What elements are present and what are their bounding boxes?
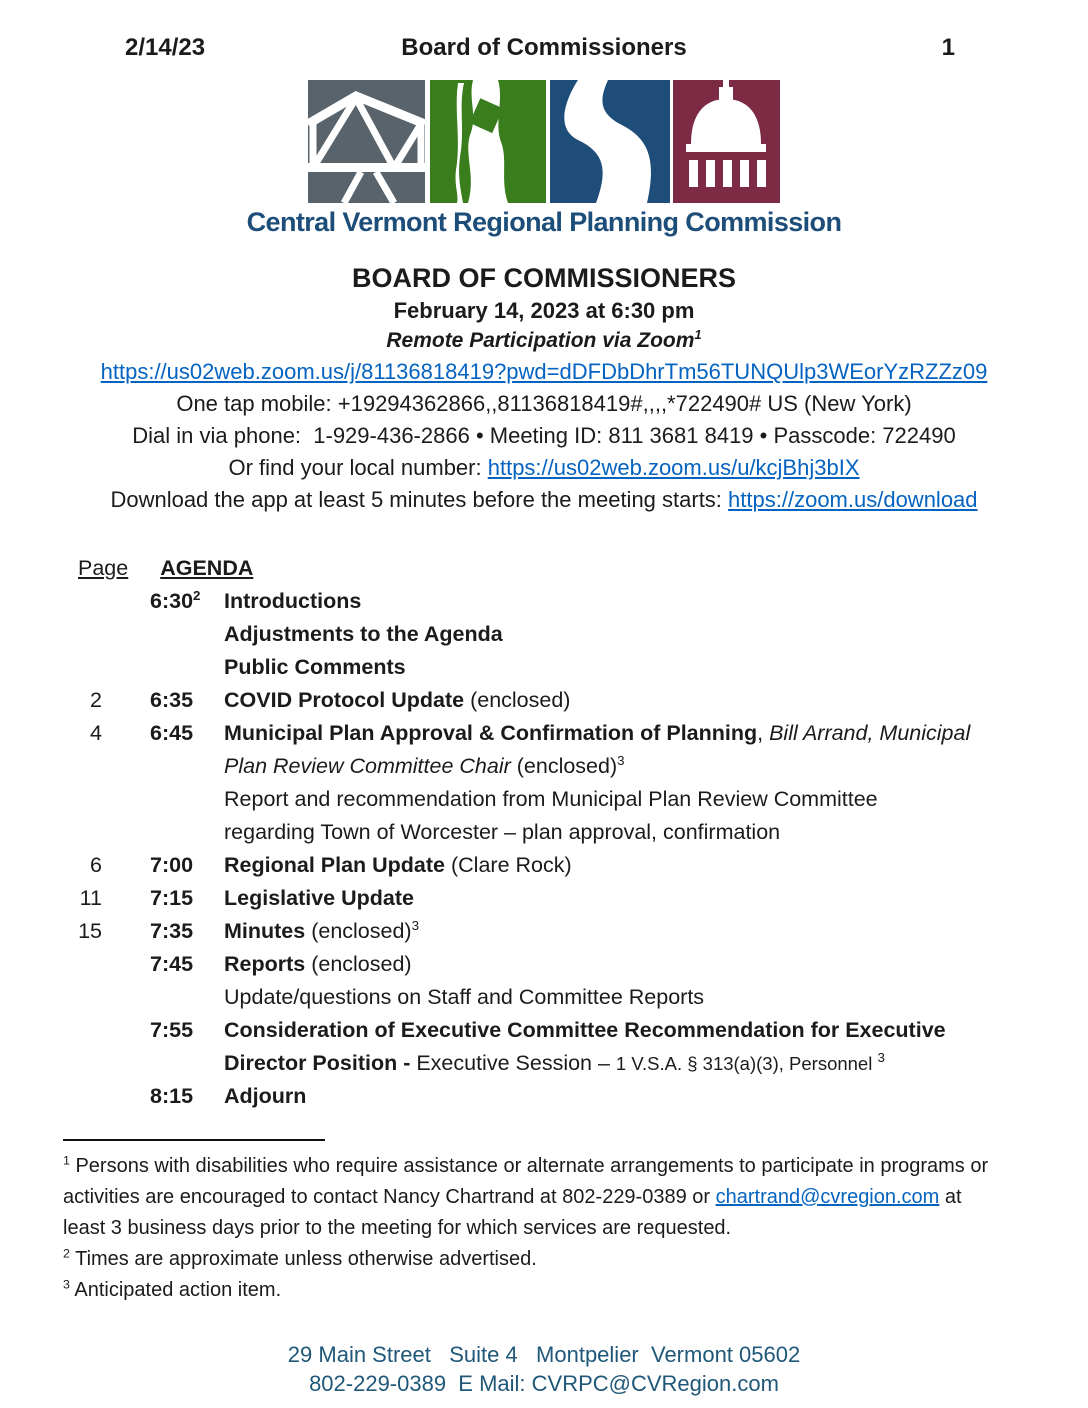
agenda-row <box>63 783 1048 816</box>
footnote-1-text-after: at least 3 business days prior to the meeting for which services are requested. <box>63 1186 962 1239</box>
agenda-item-normal-segment: (enclosed) <box>305 952 412 976</box>
dial-in-line: Dial in via phone: 1-929-436-2866 • Meeting ID: 811 3681 8419 • Passcode: 722490 <box>132 423 956 448</box>
agenda-item-normal-segment: Report and recommendation from Municipal Plan Review Committee <box>224 787 878 811</box>
agenda-item-text <box>224 750 625 783</box>
chartrand-email-link[interactable]: chartrand@cvregion.com <box>715 1186 940 1208</box>
agenda-time-text: 6:35 <box>150 688 194 712</box>
agenda-item-normal-segment-2: (enclosed) <box>510 754 618 778</box>
footnote-separator <box>63 1139 325 1141</box>
agenda-header-row <box>63 552 1048 585</box>
agenda-item-normal-segment: (Clare Rock) <box>445 853 572 877</box>
agenda-row <box>63 882 1048 915</box>
agenda-item-text <box>224 849 572 882</box>
footnote-1-marker: 1 <box>63 1153 70 1168</box>
agenda-item-text <box>224 1014 946 1047</box>
footnote-2-marker: 2 <box>63 1246 70 1261</box>
agenda-item-footnote-ref: 3 <box>411 917 420 933</box>
agenda-item-normal-segment: regarding Town of Worcester – plan approval, confirmation <box>224 820 781 844</box>
agenda-item-bold-segment: Municipal Plan Approval & Confirmation of Planning <box>224 721 758 745</box>
zoom-link-line <box>0 356 1088 388</box>
agenda-item-text <box>224 882 414 915</box>
agenda-row <box>63 717 1048 750</box>
agenda-item-bold-segment: COVID Protocol Update <box>224 688 465 712</box>
agenda-item-text <box>224 1047 885 1080</box>
agenda-item-text <box>224 1080 306 1113</box>
agenda-item-text <box>224 717 970 750</box>
agenda-item-text <box>224 816 780 849</box>
agenda-time-footnote-ref: 2 <box>193 587 201 603</box>
agenda-page-number <box>63 948 102 981</box>
agenda-item-small-segment: 1 V.S.A. § 313(a)(3), Personnel <box>615 1053 878 1074</box>
agenda-page-column-header: Page <box>78 556 129 580</box>
local-number-label: Or find your local number: <box>228 455 488 480</box>
download-label: Download the app at least 5 minutes before the meeting starts: <box>110 487 729 512</box>
agenda-time <box>150 882 214 915</box>
agenda-row <box>63 816 1048 849</box>
agenda-item-normal-segment: Executive Session – <box>410 1051 616 1075</box>
agenda-item-bold-segment: Adjustments to the Agenda <box>224 622 503 646</box>
agenda-page-number <box>63 1080 102 1113</box>
remote-participation-text: Remote Participation via Zoom <box>386 329 695 352</box>
agenda-row <box>63 651 1048 684</box>
footer-contact: 802-229-0389 E Mail: CVRPC@CVRegion.com <box>309 1371 779 1396</box>
agenda-page-number <box>63 750 102 783</box>
agenda-time <box>150 1047 214 1080</box>
agenda-page-number <box>63 1047 102 1080</box>
agenda-time <box>150 717 214 750</box>
agenda-time <box>150 750 214 783</box>
agenda-item-normal-segment: (enclosed) <box>305 919 412 943</box>
bridge-panel-icon <box>308 80 425 203</box>
agenda-item-bold-segment: Reports <box>224 952 306 976</box>
agenda-item-bold-segment: Minutes <box>224 919 306 943</box>
agenda-item-italic-segment: Plan Review Committee Chair <box>224 754 511 778</box>
agenda-item-text <box>224 915 419 948</box>
agenda-page-number <box>63 1014 102 1047</box>
agenda-page-number <box>63 651 102 684</box>
agenda-item-text <box>224 585 361 618</box>
agenda-time <box>150 1014 214 1047</box>
agenda-item-footnote-ref: 3 <box>617 752 625 768</box>
agenda-item-bold-segment: Director Position - <box>224 1051 411 1075</box>
agenda-row <box>63 948 1048 981</box>
download-line <box>0 484 1088 516</box>
agenda-item-text <box>224 783 878 816</box>
agenda-item-bold-segment: Regional Plan Update <box>224 853 446 877</box>
agenda-title: AGENDA <box>160 556 254 580</box>
agenda-row <box>63 915 1048 948</box>
agenda-row <box>63 618 1048 651</box>
agenda-time <box>150 783 214 816</box>
agenda-item-text <box>224 948 412 981</box>
agenda-page-number: 15 <box>78 919 102 943</box>
agenda-item-bold-segment: Introductions <box>224 589 362 613</box>
logo-org-name: Central Vermont Regional Planning Commission <box>246 207 842 237</box>
agenda-time <box>150 585 214 618</box>
one-tap-line: One tap mobile: +19294362866,,81136818419#,,,,*722490# US (New York) <box>176 391 912 416</box>
footer-address: 29 Main Street Suite 4 Montpelier Vermont 05602 <box>287 1342 801 1367</box>
agenda-page-number: 11 <box>79 886 102 910</box>
remote-participation-note <box>0 326 1088 356</box>
agenda-item-text <box>224 651 406 684</box>
agenda-row <box>63 981 1048 1014</box>
agenda-item-normal-segment: , <box>757 721 770 745</box>
cvrpc-logo-image <box>308 80 780 203</box>
agenda-time-text: 7:45 <box>150 952 194 976</box>
agenda-time-text: 7:15 <box>150 886 194 910</box>
capitol-panel-icon <box>673 80 780 203</box>
agenda-item-bold-segment: Adjourn <box>224 1084 307 1108</box>
river-panel-icon <box>550 80 670 203</box>
agenda-time-text: 6:30 <box>150 589 194 613</box>
agenda-time <box>150 618 214 651</box>
agenda-time-text: 7:35 <box>150 919 194 943</box>
agenda-row <box>63 750 1048 783</box>
vermont-panel-icon <box>430 80 546 203</box>
agenda-row <box>63 1014 1048 1047</box>
agenda-time-text: 7:00 <box>150 853 194 877</box>
agenda-item-bold-segment: Consideration of Executive Committee Recommendation for Executive <box>224 1018 946 1042</box>
agenda-page-number <box>63 981 102 1014</box>
agenda-page-number <box>63 783 102 816</box>
meeting-datetime: February 14, 2023 at 6:30 pm <box>393 298 695 323</box>
footnotes <box>63 1151 1006 1306</box>
local-number-link[interactable]: https://us02web.zoom.us/u/kcjBhj3bIX <box>487 455 860 480</box>
meeting-title: BOARD OF COMMISSIONERS <box>351 263 736 293</box>
agenda-time-text: 7:55 <box>150 1018 194 1042</box>
agenda-row <box>63 684 1048 717</box>
agenda-page-number <box>63 816 102 849</box>
agenda-item-text <box>224 618 503 651</box>
agenda-page-number: 4 <box>90 721 102 745</box>
agenda-time <box>150 1080 214 1113</box>
agenda-time <box>150 849 214 882</box>
agenda-row <box>63 585 1048 618</box>
agenda-item-normal-segment: (enclosed) <box>464 688 571 712</box>
agenda-page-number: 2 <box>90 688 102 712</box>
agenda-item-footnote-ref: 3 <box>877 1049 885 1065</box>
cvrpc-logo <box>0 80 1088 238</box>
agenda-page-number <box>63 585 102 618</box>
agenda-row <box>63 1047 1048 1080</box>
agenda-time-text: 8:15 <box>150 1084 194 1108</box>
agenda-page-number <box>63 618 102 651</box>
agenda-item-bold-segment: Public Comments <box>224 655 406 679</box>
header-page-number: 1 <box>941 34 955 61</box>
zoom-meeting-link[interactable]: https://us02web.zoom.us/j/81136818419?pwd=dDFDbDhrTm56TUNQUlp3WEorYzRZZz09 <box>100 359 988 384</box>
footnote-1-text-before: Persons with disabilities who require assistance or alternate arrangements to participate in programs or activities are encouraged to contact Nancy Chartrand at 802-229-0389 or <box>63 1155 989 1208</box>
agenda-page-number: 6 <box>90 853 102 877</box>
footnote-ref-1: 1 <box>694 327 702 342</box>
footnote-3-marker: 3 <box>63 1277 70 1292</box>
meeting-info <box>0 260 1088 516</box>
footnote-2 <box>63 1244 1006 1275</box>
footnote-3 <box>63 1275 1006 1306</box>
agenda-time <box>150 948 214 981</box>
header-date: 2/14/23 <box>125 34 206 61</box>
agenda-time <box>150 816 214 849</box>
agenda-section <box>63 552 1048 1113</box>
agenda-item-normal-segment: Update/questions on Staff and Committee Reports <box>224 985 705 1009</box>
agenda-time <box>150 684 214 717</box>
footnote-1 <box>63 1151 1006 1244</box>
running-header <box>0 0 1088 66</box>
agenda-item-text <box>224 981 704 1014</box>
document-footer <box>0 1340 1088 1398</box>
agenda-item-text <box>224 684 570 717</box>
agenda-rows <box>63 585 1048 1113</box>
agenda-item-italic-segment: Bill Arrand, Municipal <box>769 721 971 745</box>
agenda-time <box>150 915 214 948</box>
agenda-row <box>63 849 1048 882</box>
footnote-2-text: Times are approximate unless otherwise advertised. <box>69 1248 537 1270</box>
agenda-time <box>150 981 214 1014</box>
header-title: Board of Commissioners <box>401 34 687 61</box>
agenda-time <box>150 651 214 684</box>
agenda-item-bold-segment: Legislative Update <box>224 886 414 910</box>
local-number-line <box>0 452 1088 484</box>
agenda-time-text: 6:45 <box>150 721 194 745</box>
footnote-3-text: Anticipated action item. <box>69 1279 282 1301</box>
zoom-download-link[interactable]: https://zoom.us/download <box>728 487 978 512</box>
agenda-row <box>63 1080 1048 1113</box>
